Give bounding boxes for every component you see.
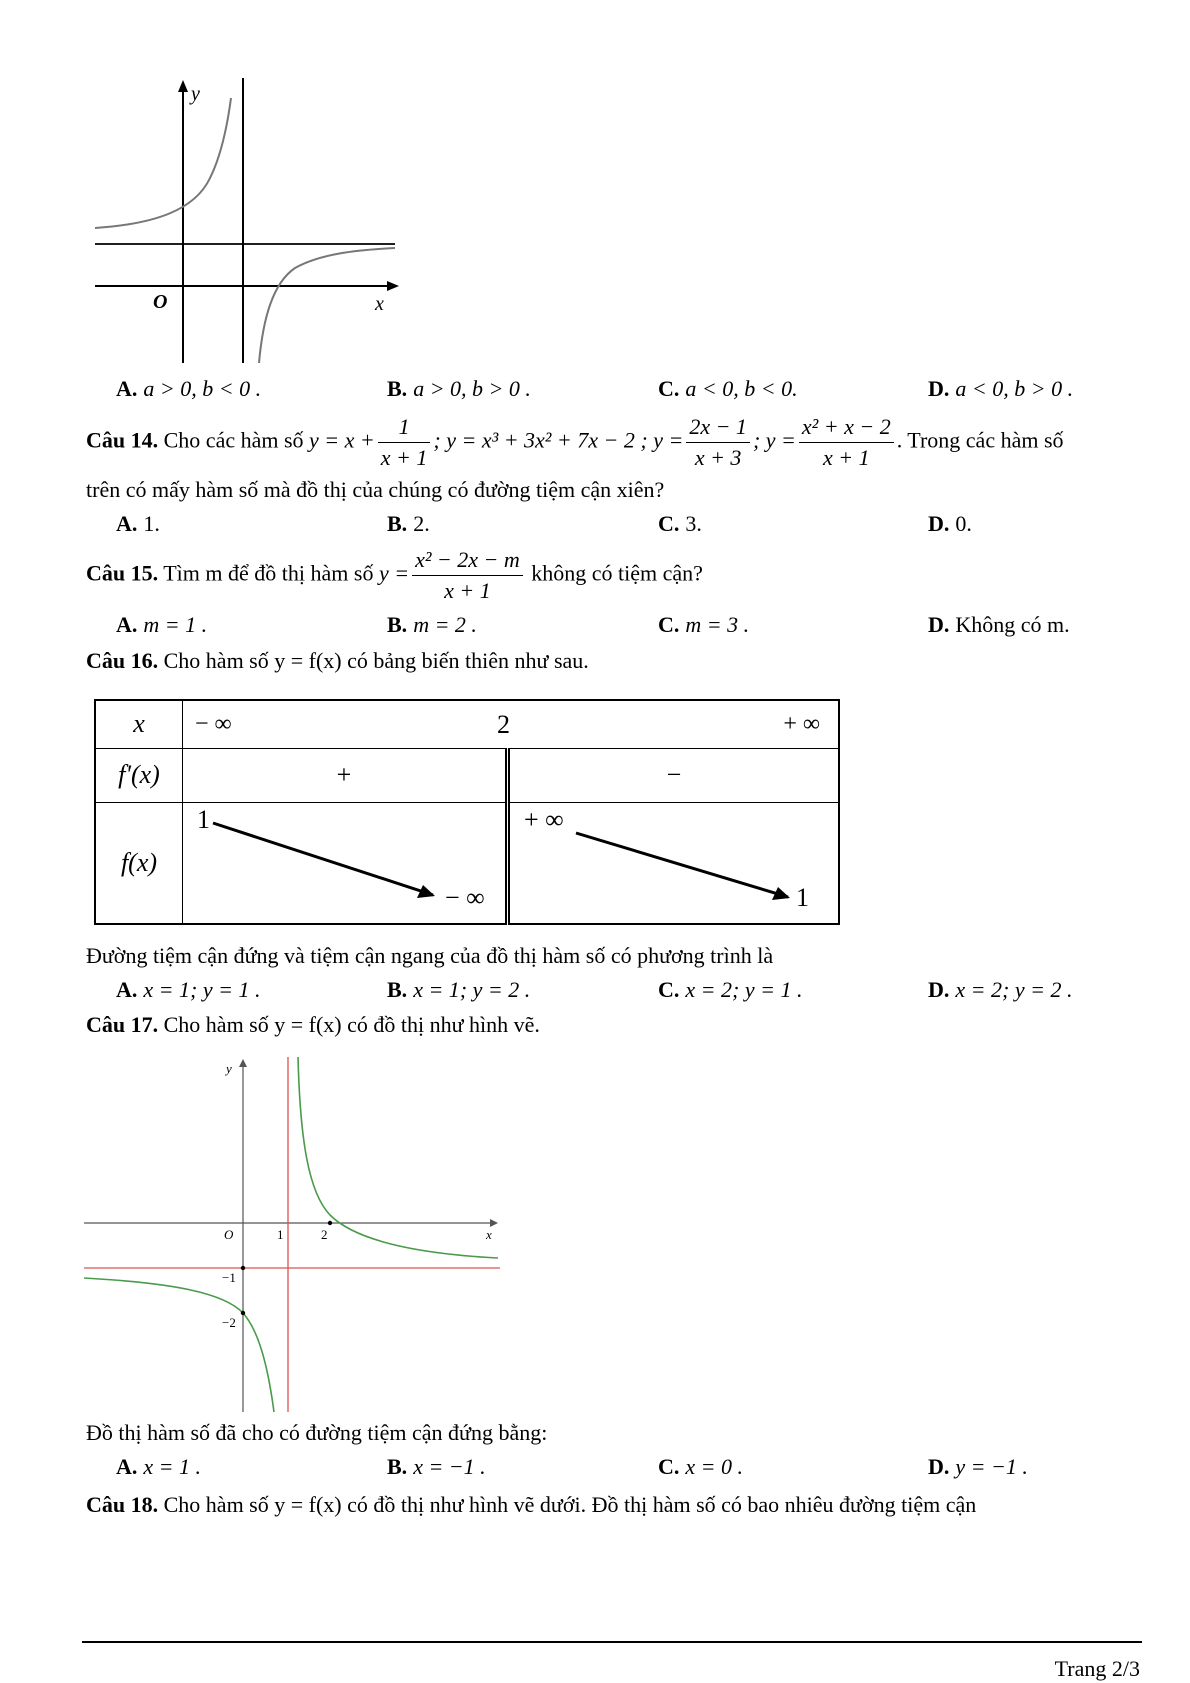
- x-axis-arrow: [490, 1219, 498, 1227]
- q14-option-a[interactable]: A. 1.: [116, 511, 160, 536]
- q18-number: Câu 18.: [86, 1492, 159, 1517]
- vt-f-header: f(x): [95, 802, 183, 924]
- q16-number: Câu 16.: [86, 648, 159, 673]
- vt-f-right: + ∞ 1: [508, 802, 840, 924]
- graph2-origin-label: O: [224, 1227, 234, 1242]
- q17-option-a[interactable]: A. x = 1 .: [116, 1454, 202, 1479]
- q13-options: [0, 376, 1190, 406]
- graph1-origin-label: O: [153, 291, 168, 313]
- graph2-tick-neg1: −1: [222, 1270, 236, 1285]
- q14-fraction-1: $\frac{1}{x + 1}$: [378, 412, 431, 473]
- q14-options: [0, 511, 1190, 541]
- q16-question: Đường tiệm cận đứng và tiệm cận ngang của đồ thị hàm số có phương trình là: [86, 943, 774, 968]
- graph-q17: [84, 1057, 504, 1412]
- point-0-neg1: [241, 1266, 245, 1270]
- vt-sign-right: −: [508, 748, 840, 802]
- q15-option-b[interactable]: B. m = 2 .: [387, 612, 477, 637]
- y-axis-arrow: [239, 1059, 247, 1067]
- q15-line: Câu 15. Tìm m để đồ thị hàm số y = $\frac{\text{x² − 2x − m}}{x + 1}$ không có tiệm cận?: [86, 545, 703, 606]
- q14-option-d[interactable]: D. 0.: [928, 511, 972, 536]
- vt-arrow-right: [510, 803, 838, 925]
- q16-option-d[interactable]: D. x = 2; y = 2 .: [928, 977, 1073, 1002]
- q16-option-c[interactable]: C. x = 2; y = 1 .: [658, 977, 803, 1002]
- graph2-tick-neg2: −2: [222, 1315, 236, 1330]
- point-2-0: [328, 1221, 332, 1225]
- q16-options: [0, 977, 1190, 1007]
- variation-table: [94, 699, 840, 925]
- q15-option-a[interactable]: A. m = 1 .: [116, 612, 208, 637]
- q13-option-c[interactable]: C. a < 0, b < 0.: [658, 376, 798, 401]
- x-axis-arrow: [387, 281, 399, 291]
- vt-x-header: x: [95, 700, 183, 748]
- q16-option-b[interactable]: B. x = 1; y = 2 .: [387, 977, 531, 1002]
- q14-option-b[interactable]: B. 2.: [387, 511, 430, 536]
- q14-line1: Câu 14. Cho các hàm số y = x + $\frac{1}{x + 1}$ ; y = x³ + 3x² + 7x − 2 ; y = $\frac{2x - 1}{x + 3}$ ; y = $\frac{\text{x² + x − 2}}{x + 1}$ . Trong các hàm số: [86, 412, 1064, 473]
- q14-line2: trên có mấy hàm số mà đồ thị của chúng có đường tiệm cận xiên?: [86, 477, 665, 502]
- q15-number: Câu 15.: [86, 560, 159, 586]
- q14-number: Câu 14.: [86, 427, 159, 453]
- graph2-x-label: x: [486, 1227, 492, 1242]
- q13-option-d[interactable]: D. a < 0, b > 0 .: [928, 376, 1074, 401]
- q17-option-d[interactable]: D. y = −1 .: [928, 1454, 1028, 1479]
- q16-line: Câu 16. Cho hàm số y = f(x) có bảng biến thiên như sau.: [86, 648, 589, 673]
- q14-option-c[interactable]: C. 3.: [658, 511, 702, 536]
- q18-line: Câu 18. Cho hàm số y = f(x) có đồ thị như hình vẽ dưới. Đồ thị hàm số có bao nhiêu đường tiệm cận: [86, 1492, 977, 1517]
- point-0-neg2: [241, 1311, 245, 1315]
- y-axis-arrow: [178, 80, 188, 92]
- graph1-y-label: y: [191, 83, 200, 105]
- q14-fraction-3: $\frac{2x - 1}{x + 3}$: [686, 412, 750, 473]
- q17-question: Đồ thị hàm số đã cho có đường tiệm cận đứng bằng:: [86, 1420, 548, 1445]
- vt-fprime-header: f'(x): [95, 748, 183, 802]
- q16-option-a[interactable]: A. x = 1; y = 1 .: [116, 977, 261, 1002]
- q13-option-b[interactable]: B. a > 0, b > 0 .: [387, 376, 531, 401]
- q14-fraction-4: $\frac{\text{x² + x − 2}}{x + 1}$: [799, 412, 894, 473]
- q17-number: Câu 17.: [86, 1012, 159, 1037]
- q17-line: Câu 17. Cho hàm số y = f(x) có đồ thị như hình vẽ.: [86, 1012, 540, 1037]
- curve-left-branch: [84, 1278, 274, 1412]
- q15-option-c[interactable]: C. m = 3 .: [658, 612, 750, 637]
- q15-options: [0, 612, 1190, 642]
- q17-options: [0, 1454, 1190, 1484]
- curve-left-branch: [95, 98, 231, 228]
- graph1-x-label: x: [375, 293, 384, 315]
- graph2-tick-2: 2: [321, 1227, 328, 1242]
- graph2-y-label: y: [226, 1061, 232, 1076]
- q13-option-a[interactable]: A. a > 0, b < 0 .: [116, 376, 262, 401]
- curve-right-branch: [298, 1057, 498, 1258]
- q17-option-c[interactable]: C. x = 0 .: [658, 1454, 744, 1479]
- vt-x-row: − ∞ 2 + ∞: [183, 700, 840, 748]
- vt-f-left: 1 − ∞: [183, 802, 508, 924]
- vt-sign-left: +: [183, 748, 508, 802]
- footer-divider: [82, 1641, 1142, 1643]
- q15-fraction: $\frac{\text{x² − 2x − m}}{x + 1}$: [412, 545, 523, 606]
- graph-q13: [95, 78, 405, 363]
- q15-option-d[interactable]: D. Không có m.: [928, 612, 1070, 637]
- page-number: Trang 2/3: [1054, 1656, 1140, 1681]
- graph2-tick-1: 1: [277, 1227, 284, 1242]
- q17-option-b[interactable]: B. x = −1 .: [387, 1454, 486, 1479]
